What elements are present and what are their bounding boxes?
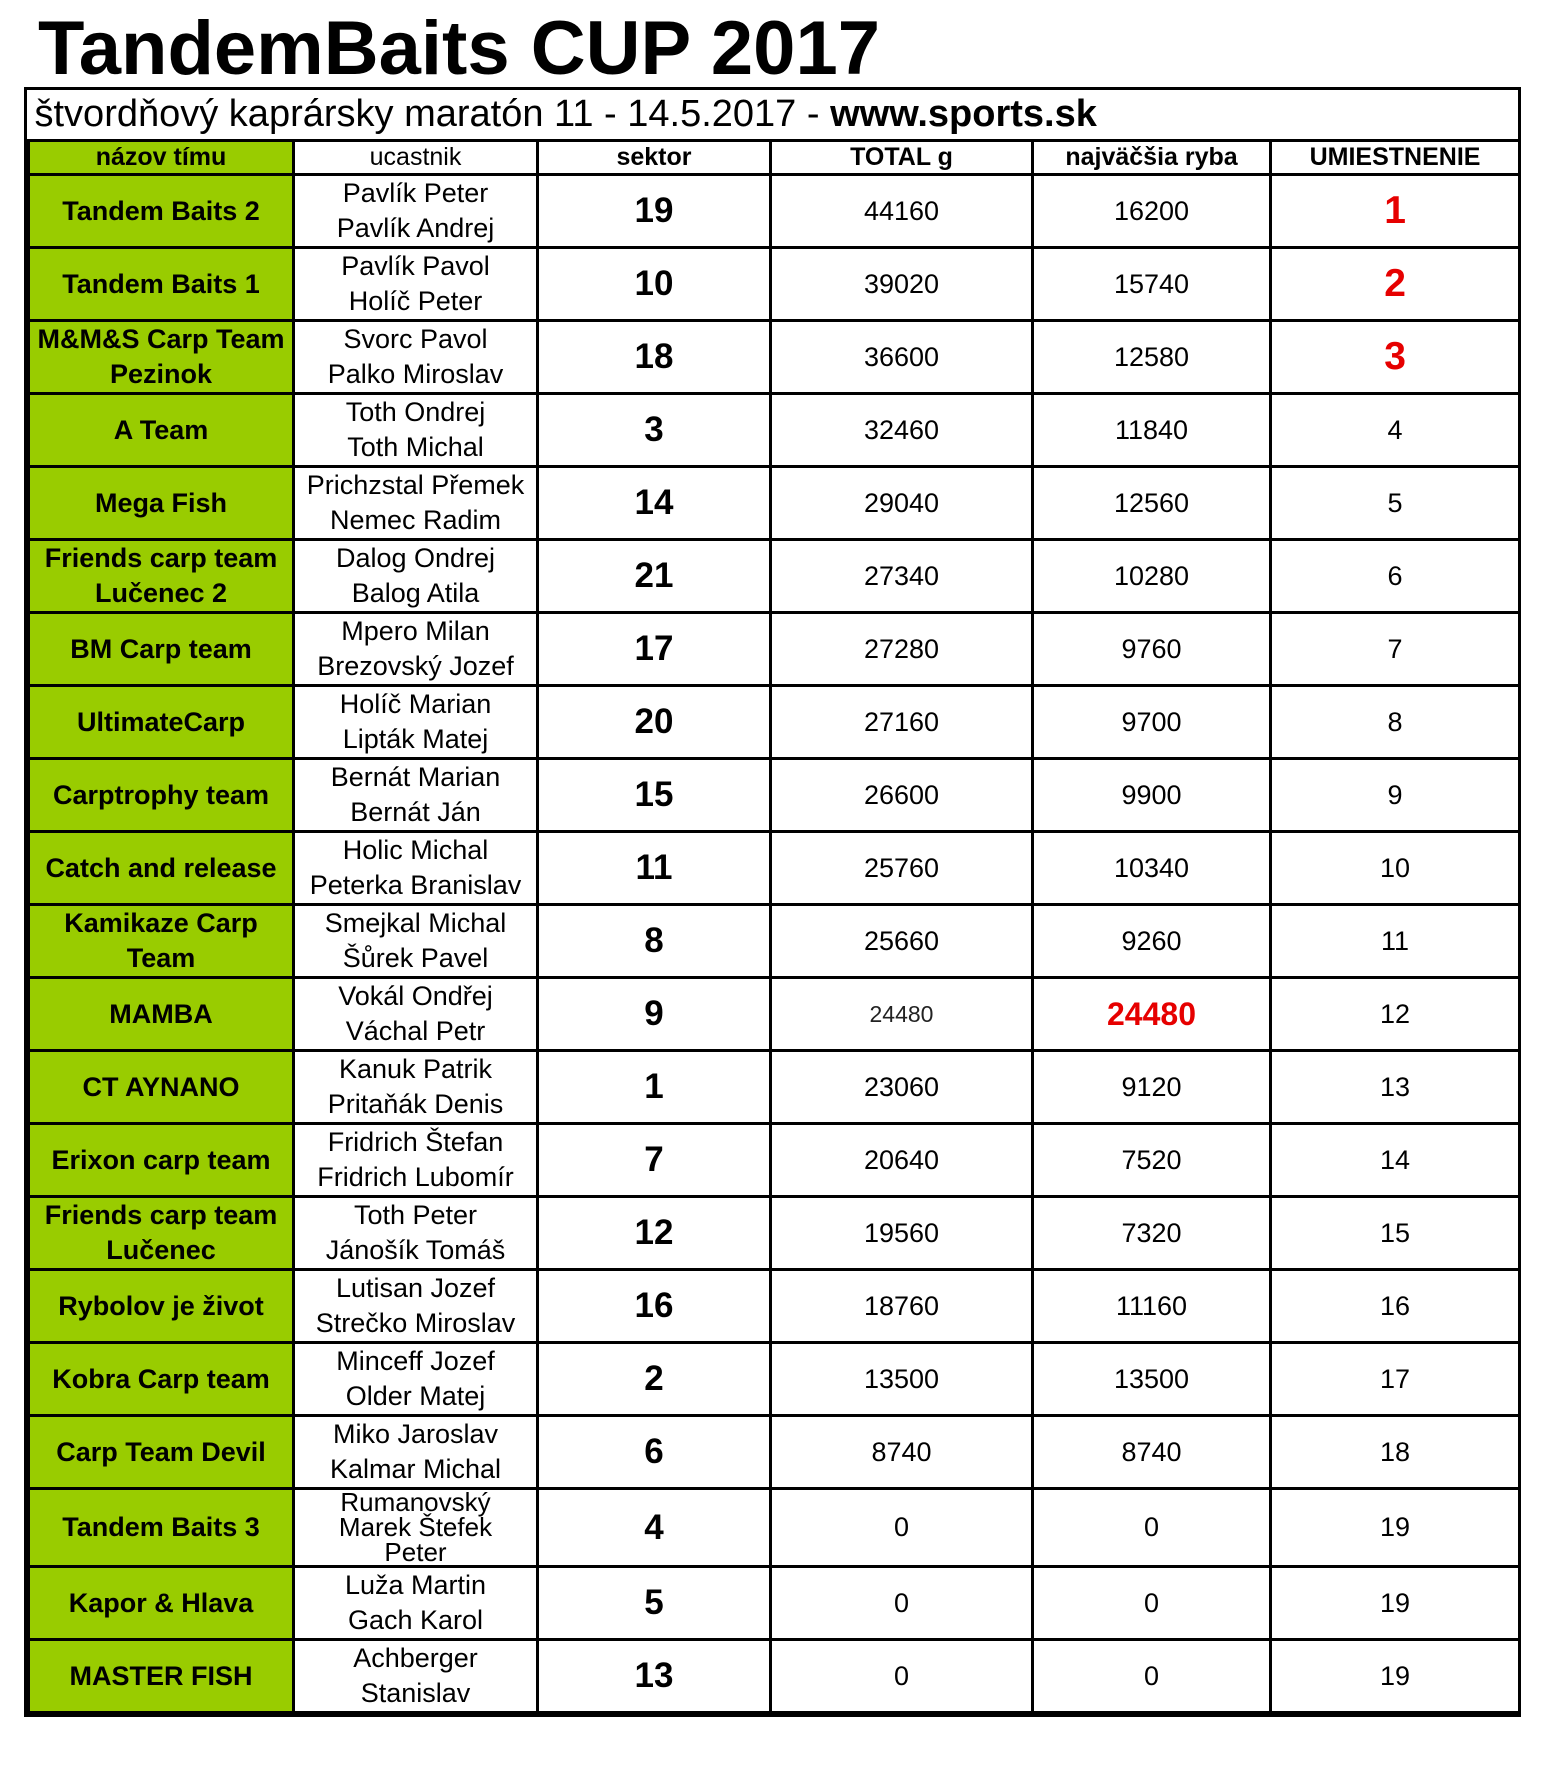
sector: 7 (538, 1124, 771, 1197)
participants (294, 1416, 538, 1489)
sector: 4 (538, 1489, 771, 1567)
team-name: Tandem Baits 3 (29, 1489, 294, 1567)
participants (294, 905, 538, 978)
team-name: Tandem Baits 1 (29, 248, 294, 321)
sector: 18 (538, 321, 771, 394)
team-name: M&M&S Carp Team Pezinok (29, 321, 294, 394)
participant-name: Lipták Matej (342, 724, 489, 754)
participants (294, 978, 538, 1051)
participants (294, 759, 538, 832)
total-grams: 23060 (771, 1051, 1033, 1124)
participant-name: Marek Štefek (338, 1512, 493, 1542)
placement: 6 (1271, 540, 1520, 613)
placement: 1 (1271, 175, 1520, 248)
biggest-fish: 7520 (1033, 1124, 1271, 1197)
placement: 12 (1271, 978, 1520, 1051)
placement: 2 (1271, 248, 1520, 321)
total-grams: 13500 (771, 1343, 1033, 1416)
placement: 15 (1271, 1197, 1520, 1270)
table-row (29, 613, 1520, 686)
participant-name: Peterka Branislav (309, 870, 522, 900)
table-row (29, 1567, 1520, 1640)
total-grams: 0 (771, 1567, 1033, 1640)
sector: 17 (538, 613, 771, 686)
team-name: Carp Team Devil (29, 1416, 294, 1489)
table-row (29, 1197, 1520, 1270)
table-row (29, 759, 1520, 832)
participant-name: Pritaňák Denis (327, 1089, 504, 1119)
biggest-fish: 11840 (1033, 394, 1271, 467)
total-grams: 0 (771, 1640, 1033, 1713)
total-grams: 29040 (771, 467, 1033, 540)
placement: 16 (1271, 1270, 1520, 1343)
biggest-fish: 8740 (1033, 1416, 1271, 1489)
sector: 5 (538, 1567, 771, 1640)
placement: 9 (1271, 759, 1520, 832)
sector: 3 (538, 394, 771, 467)
total-grams: 20640 (771, 1124, 1033, 1197)
participants (294, 321, 538, 394)
biggest-fish: 16200 (1033, 175, 1271, 248)
participant-name: Toth Ondrej (345, 397, 486, 427)
table-row (29, 905, 1520, 978)
header-participant: ucastnik (294, 141, 538, 175)
biggest-fish: 9120 (1033, 1051, 1271, 1124)
total-grams: 44160 (771, 175, 1033, 248)
table-row (29, 1124, 1520, 1197)
biggest-fish: 9760 (1033, 613, 1271, 686)
total-grams: 39020 (771, 248, 1033, 321)
table-row (29, 1343, 1520, 1416)
participants (294, 1270, 538, 1343)
participant-name: Holíč Marian (339, 689, 492, 719)
biggest-fish: 0 (1033, 1489, 1271, 1567)
participant-name: Bernát Ján (350, 797, 481, 827)
participants (294, 613, 538, 686)
page-title: TandemBaits CUP 2017 (38, 6, 880, 91)
placement: 4 (1271, 394, 1520, 467)
participant-name: Rumanovský (340, 1488, 491, 1517)
sector: 1 (538, 1051, 771, 1124)
participant-name: Gach Karol (347, 1605, 484, 1635)
sector: 12 (538, 1197, 771, 1270)
participants (294, 248, 538, 321)
biggest-fish: 7320 (1033, 1197, 1271, 1270)
biggest-fish: 15740 (1033, 248, 1271, 321)
table-row (29, 978, 1520, 1051)
biggest-fish: 11160 (1033, 1270, 1271, 1343)
results-table (27, 90, 1521, 1714)
team-name: Catch and release (29, 832, 294, 905)
placement: 13 (1271, 1051, 1520, 1124)
placement: 3 (1271, 321, 1520, 394)
participant-name: Stanislav (360, 1678, 471, 1708)
sector: 15 (538, 759, 771, 832)
team-name: Mega Fish (29, 467, 294, 540)
placement: 19 (1271, 1567, 1520, 1640)
participants (294, 540, 538, 613)
participant-name: Jánošík Tomáš (325, 1235, 506, 1265)
total-grams: 25660 (771, 905, 1033, 978)
table-row (29, 1416, 1520, 1489)
table-row (29, 1051, 1520, 1124)
total-grams: 24480 (771, 978, 1033, 1051)
team-name: Rybolov je život (29, 1270, 294, 1343)
participant-name: Svorc Pavol (343, 324, 488, 354)
header-total: TOTAL g (771, 141, 1033, 175)
participant-name: Kanuk Patrik (338, 1054, 493, 1084)
team-name: A Team (29, 394, 294, 467)
participant-name: Holíč Peter (348, 286, 483, 316)
table-row (29, 175, 1520, 248)
total-grams: 32460 (771, 394, 1033, 467)
sector: 20 (538, 686, 771, 759)
total-grams: 25760 (771, 832, 1033, 905)
total-grams: 0 (771, 1489, 1033, 1567)
placement: 17 (1271, 1343, 1520, 1416)
biggest-fish: 13500 (1033, 1343, 1271, 1416)
total-grams: 36600 (771, 321, 1033, 394)
participant-name: Older Matej (345, 1381, 486, 1411)
biggest-fish: 9700 (1033, 686, 1271, 759)
participant-name: Pavlík Andrej (336, 213, 495, 243)
participant-name: Achberger (353, 1643, 478, 1673)
table-row (29, 467, 1520, 540)
biggest-fish: 12560 (1033, 467, 1271, 540)
sector: 14 (538, 467, 771, 540)
team-name: Kapor & Hlava (29, 1567, 294, 1640)
biggest-fish: 24480 (1033, 978, 1271, 1051)
table-row (29, 1640, 1520, 1713)
participants (294, 1343, 538, 1416)
participants (294, 1640, 538, 1713)
total-grams: 26600 (771, 759, 1033, 832)
sector: 9 (538, 978, 771, 1051)
table-row (29, 832, 1520, 905)
participant-name: Minceff Jozef (336, 1346, 495, 1376)
participants (294, 686, 538, 759)
table-row (29, 394, 1520, 467)
header-team: názov tímu (29, 141, 294, 175)
subtitle-row (29, 90, 1520, 141)
placement: 11 (1271, 905, 1520, 978)
participants (294, 832, 538, 905)
header-sector: sektor (538, 141, 771, 175)
biggest-fish: 9260 (1033, 905, 1271, 978)
sector: 8 (538, 905, 771, 978)
header-biggest-fish: najväčšia ryba (1033, 141, 1271, 175)
participants (294, 467, 538, 540)
sector: 19 (538, 175, 771, 248)
participant-name: Dalog Ondrej (335, 543, 496, 573)
team-name: Friends carp team Lučenec (29, 1197, 294, 1270)
header-placement: UMIESTNENIE (1271, 141, 1520, 175)
team-name: Erixon carp team (29, 1124, 294, 1197)
participant-name: Pavlík Peter (342, 178, 489, 208)
participant-name: Balog Atila (351, 578, 480, 608)
participant-name: Toth Peter (353, 1200, 478, 1230)
participant-name: Nemec Radim (329, 505, 502, 535)
team-name: Kobra Carp team (29, 1343, 294, 1416)
participants (294, 394, 538, 467)
participant-name: Prichzstal Přemek (306, 470, 525, 500)
participant-name: Palko Miroslav (327, 359, 504, 389)
table-row (29, 686, 1520, 759)
sector: 21 (538, 540, 771, 613)
participants (294, 1489, 538, 1567)
placement: 18 (1271, 1416, 1520, 1489)
biggest-fish: 12580 (1033, 321, 1271, 394)
participants (294, 1051, 538, 1124)
placement: 14 (1271, 1124, 1520, 1197)
participant-name: Miko Jaroslav (332, 1419, 499, 1449)
biggest-fish: 0 (1033, 1567, 1271, 1640)
sector: 6 (538, 1416, 771, 1489)
total-grams: 18760 (771, 1270, 1033, 1343)
placement: 19 (1271, 1489, 1520, 1567)
placement: 5 (1271, 467, 1520, 540)
subtitle-text: štvordňový kaprársky maratón 11 - 14.5.2017 - (34, 93, 831, 135)
participant-name: Brezovský Jozef (317, 651, 514, 681)
subtitle-site: www.sports.sk (830, 93, 1097, 135)
biggest-fish: 9900 (1033, 759, 1271, 832)
placement: 7 (1271, 613, 1520, 686)
participant-name: Luža Martin (344, 1570, 487, 1600)
participants (294, 1567, 538, 1640)
team-name: CT AYNANO (29, 1051, 294, 1124)
participants (294, 175, 538, 248)
biggest-fish: 0 (1033, 1640, 1271, 1713)
total-grams: 27280 (771, 613, 1033, 686)
table-row (29, 540, 1520, 613)
team-name: BM Carp team (29, 613, 294, 686)
table-row (29, 248, 1520, 321)
team-name: Kamikaze Carp Team (29, 905, 294, 978)
participant-name: Peter (384, 1537, 447, 1567)
biggest-fish: 10340 (1033, 832, 1271, 905)
participant-name: Strečko Miroslav (315, 1308, 516, 1338)
team-name: Tandem Baits 2 (29, 175, 294, 248)
total-grams: 19560 (771, 1197, 1033, 1270)
team-name: MASTER FISH (29, 1640, 294, 1713)
total-grams: 27340 (771, 540, 1033, 613)
participant-name: Fridrich Štefan (327, 1127, 504, 1157)
participant-name: Pavlík Pavol (341, 251, 490, 281)
participant-name: Toth Michal (347, 432, 484, 462)
table-row (29, 1270, 1520, 1343)
table-row (29, 1489, 1520, 1567)
participant-name: Holic Michal (342, 835, 489, 865)
team-name: MAMBA (29, 978, 294, 1051)
sector: 16 (538, 1270, 771, 1343)
participant-name: Váchal Petr (345, 1016, 486, 1046)
participant-name: Fridrich Lubomír (317, 1162, 514, 1192)
team-name: Carptrophy team (29, 759, 294, 832)
sector: 13 (538, 1640, 771, 1713)
participants (294, 1124, 538, 1197)
results-sheet (24, 87, 1521, 1717)
sector: 2 (538, 1343, 771, 1416)
total-grams: 8740 (771, 1416, 1033, 1489)
placement: 19 (1271, 1640, 1520, 1713)
team-name: Friends carp team Lučenec 2 (29, 540, 294, 613)
participant-name: Mpero Milan (341, 616, 490, 646)
biggest-fish: 10280 (1033, 540, 1271, 613)
placement: 8 (1271, 686, 1520, 759)
total-grams: 27160 (771, 686, 1033, 759)
participant-name: Kalmar Michal (329, 1454, 502, 1484)
table-row (29, 321, 1520, 394)
sector: 11 (538, 832, 771, 905)
participant-name: Smejkal Michal (324, 908, 507, 938)
placement: 10 (1271, 832, 1520, 905)
team-name: UltimateCarp (29, 686, 294, 759)
subtitle (29, 90, 1520, 141)
sector: 10 (538, 248, 771, 321)
participants (294, 1197, 538, 1270)
participant-name: Šůrek Pavel (342, 943, 489, 973)
participant-name: Bernát Marian (330, 762, 501, 792)
header-row (29, 141, 1520, 175)
participant-name: Vokál Ondřej (338, 981, 493, 1011)
participant-name: Lutisan Jozef (335, 1273, 496, 1303)
